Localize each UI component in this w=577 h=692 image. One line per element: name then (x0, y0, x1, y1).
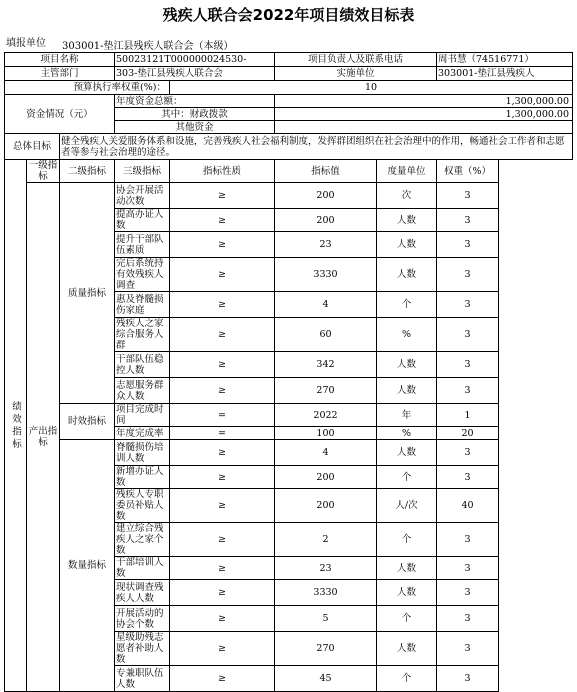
indicator-unit: 人数 (377, 232, 437, 258)
indicator-unit: 人/次 (377, 489, 437, 523)
indicator-unit: 个 (377, 292, 437, 318)
indicator-weight: 3 (437, 666, 499, 692)
indicator-value: 4 (275, 440, 377, 466)
indicator-weight: 3 (437, 466, 499, 489)
indicator-unit: 个 (377, 466, 437, 489)
col-weight: 权重（%） (437, 160, 499, 183)
indicator-unit: 人数 (377, 632, 437, 666)
fund-other-value (275, 121, 573, 134)
indicator-nature: ≥ (170, 580, 275, 606)
fund-total-label: 年度资金总额： (115, 95, 275, 108)
indicator-unit: 人数 (377, 580, 437, 606)
indicator-nature: = (170, 427, 275, 440)
indicator-nature: ≥ (170, 466, 275, 489)
indicator-unit: 人数 (377, 209, 437, 232)
indicator-nature: = (170, 404, 275, 427)
table-row (5, 440, 573, 466)
indicator-name: 建立综合残疾人之家个数 (115, 523, 170, 557)
indicator-weight: 3 (437, 580, 499, 606)
fill-unit-label: 填报单位 (6, 38, 46, 49)
indicator-weight: 3 (437, 440, 499, 466)
impl-value: 303001-垫江县残疾人 (437, 67, 573, 81)
indicator-value: 4 (275, 292, 377, 318)
indicator-value: 45 (275, 666, 377, 692)
indicator-weight: 3 (437, 352, 499, 378)
indicator-value: 60 (275, 318, 377, 352)
table-row (5, 183, 573, 209)
indicator-value: 2 (275, 523, 377, 557)
fund-total-value: 1,300,000.00 (275, 95, 573, 108)
fund-fiscal-label: 其中：财政拨款 (115, 108, 275, 121)
indicator-value: 2022 (275, 404, 377, 427)
col-level1: 一级指标 (27, 160, 60, 183)
indicator-name: 星级助残志愿者补助人数 (115, 632, 170, 666)
indicator-nature: ≥ (170, 318, 275, 352)
indicator-weight: 40 (437, 489, 499, 523)
indicator-weight: 3 (437, 378, 499, 404)
indicator-value: 5 (275, 606, 377, 632)
indicator-name: 年度完成率 (115, 427, 170, 440)
indicator-unit: 年 (377, 404, 437, 427)
indicator-weight: 3 (437, 318, 499, 352)
indicator-name: 提高办证人数 (115, 209, 170, 232)
project-name-label: 项目名称 (5, 53, 115, 67)
indicator-name: 现状调查残疾人人数 (115, 580, 170, 606)
indicator-name: 完后系统持有效残疾人调查 (115, 258, 170, 292)
indicator-name: 项目完成时间 (115, 404, 170, 427)
col-level2: 二级指标 (60, 160, 115, 183)
indicator-unit: 人数 (377, 557, 437, 580)
indicator-name: 脊髓损伤培训人数 (115, 440, 170, 466)
indicator-unit: 个 (377, 666, 437, 692)
goal-text: 健全残疾人关爱服务体系和设施，完善残疾人社会福利制度，发挥群团组织在社会治理中的作用，畅通社会工作者和志愿者等参与社会治理的途径。 (60, 134, 573, 160)
indicator-nature: ≥ (170, 378, 275, 404)
indicator-nature: ≥ (170, 557, 275, 580)
indicator-nature: ≥ (170, 489, 275, 523)
indicator-name: 专兼职队伍人数 (115, 666, 170, 692)
indicator-value: 342 (275, 352, 377, 378)
indicator-weight: 3 (437, 632, 499, 666)
indicator-unit: 人数 (377, 258, 437, 292)
goal-label: 总体目标 (5, 134, 60, 160)
indicator-name: 干部培训人数 (115, 557, 170, 580)
indicator-value: 23 (275, 557, 377, 580)
indicator-nature: ≥ (170, 666, 275, 692)
indicator-nature: ≥ (170, 183, 275, 209)
project-name-value: 50023121T000000024530- (115, 53, 275, 67)
fill-unit-row (4, 34, 574, 52)
indicator-unit: % (377, 318, 437, 352)
indicator-nature: ≥ (170, 352, 275, 378)
indicator-value: 200 (275, 466, 377, 489)
indicator-name: 干部队伍稳控人数 (115, 352, 170, 378)
budget-weight-label: 预算执行率权重(%)： (5, 81, 170, 95)
dept-label: 主管部门 (5, 67, 115, 81)
indicator-weight: 3 (437, 258, 499, 292)
indicator-unit: % (377, 427, 437, 440)
manager-label: 项目负责人及联系电话 (275, 53, 437, 67)
indicator-name: 提升干部队伍素质 (115, 232, 170, 258)
fund-label: 资金情况（元） (5, 95, 115, 134)
fund-fiscal-value: 1,300,000.00 (275, 108, 573, 121)
indicator-name: 残疾人之家综合服务人群 (115, 318, 170, 352)
output-label: 产出指标 (27, 183, 60, 692)
indicator-weight: 20 (437, 427, 499, 440)
perf-label: 绩效指标 (5, 160, 27, 692)
indicator-nature: ≥ (170, 606, 275, 632)
indicator-name: 志愿服务群众人数 (115, 378, 170, 404)
indicator-weight: 3 (437, 183, 499, 209)
indicator-name: 残疾人专职委员补贴人数 (115, 489, 170, 523)
timeliness-label: 时效指标 (60, 404, 115, 440)
indicator-unit: 个 (377, 523, 437, 557)
indicator-nature: ≥ (170, 440, 275, 466)
indicator-weight: 3 (437, 292, 499, 318)
page-title: 残疾人联合会2022年项目绩效目标表 (162, 6, 415, 24)
indicator-name: 新增办证人数 (115, 466, 170, 489)
indicator-unit: 人数 (377, 352, 437, 378)
dept-value: 303-垫江县残疾人联合会 (115, 67, 275, 81)
budget-weight-value: 10 (170, 81, 573, 95)
indicator-value: 200 (275, 183, 377, 209)
indicator-name: 开展活动的协会个数 (115, 606, 170, 632)
indicator-weight: 3 (437, 523, 499, 557)
indicator-unit: 人数 (377, 378, 437, 404)
col-nature: 指标性质 (170, 160, 275, 183)
fill-unit-value: 303001-垫江县残疾人联合会（本级） (62, 41, 234, 52)
indicator-nature: ≥ (170, 232, 275, 258)
col-value: 指标值 (275, 160, 377, 183)
indicator-value: 23 (275, 232, 377, 258)
fund-other-label: 其他资金 (115, 121, 275, 134)
col-level3: 三级指标 (115, 160, 170, 183)
performance-table (4, 52, 573, 692)
indicator-value: 100 (275, 427, 377, 440)
indicator-value: 200 (275, 209, 377, 232)
indicator-weight: 1 (437, 404, 499, 427)
indicator-nature: ≥ (170, 258, 275, 292)
indicator-value: 3330 (275, 580, 377, 606)
indicator-value: 200 (275, 489, 377, 523)
indicator-nature: ≥ (170, 523, 275, 557)
indicator-weight: 3 (437, 232, 499, 258)
indicator-value: 270 (275, 378, 377, 404)
indicator-value: 270 (275, 632, 377, 666)
manager-value: 周书慧（74516771） (437, 53, 573, 67)
quantity-label: 数量指标 (60, 440, 115, 692)
indicator-unit: 个 (377, 606, 437, 632)
indicator-name: 协会开展活动次数 (115, 183, 170, 209)
indicator-weight: 3 (437, 209, 499, 232)
indicator-name: 惠及脊髓损伤家庭 (115, 292, 170, 318)
indicator-nature: ≥ (170, 209, 275, 232)
indicator-unit: 次 (377, 183, 437, 209)
table-row (5, 404, 573, 427)
col-unit: 度量单位 (377, 160, 437, 183)
indicator-weight: 3 (437, 557, 499, 580)
indicator-nature: ≥ (170, 632, 275, 666)
indicator-weight: 3 (437, 606, 499, 632)
indicator-unit: 人数 (377, 440, 437, 466)
impl-label: 实施单位 (275, 67, 437, 81)
indicator-nature: ≥ (170, 292, 275, 318)
indicator-value: 3330 (275, 258, 377, 292)
quality-label: 质量指标 (60, 183, 115, 404)
